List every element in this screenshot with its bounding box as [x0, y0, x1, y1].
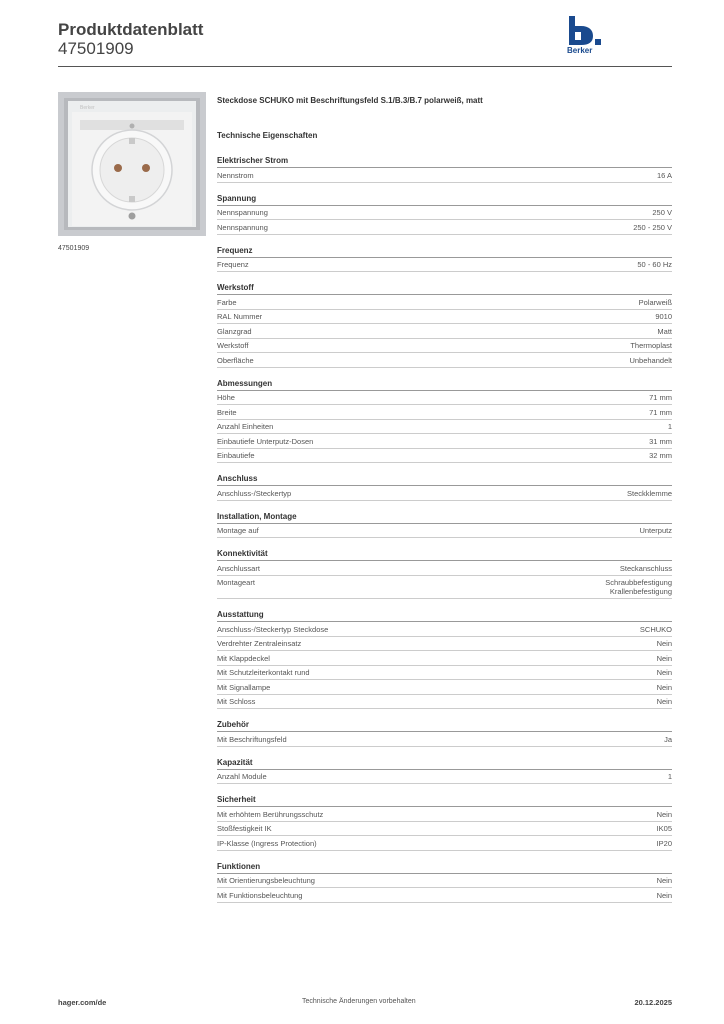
property-value: 9010 — [655, 312, 672, 321]
property-value: Nein — [656, 668, 672, 677]
property-label: Höhe — [217, 393, 235, 402]
group-title: Zubehör — [217, 720, 672, 732]
property-value: 71 mm — [649, 407, 672, 417]
property-row — [217, 449, 672, 464]
footer-disclaimer: Technische Änderungen vorbehalten — [302, 998, 416, 1005]
property-value: Nein — [656, 809, 672, 819]
property-group — [217, 862, 672, 903]
property-value: 16 A — [656, 170, 672, 180]
svg-text:Berker: Berker — [80, 105, 95, 111]
property-label: Werkstoff — [217, 341, 249, 350]
property-group — [217, 379, 672, 464]
property-value: 1 — [667, 772, 672, 781]
property-row — [217, 822, 672, 837]
group-title: Abmessungen — [217, 379, 672, 391]
property-label: Mit Funktionsbeleuchtung — [217, 890, 303, 900]
property-label: IP-Klasse (Ingress Protection) — [217, 838, 317, 848]
image-caption: 47501909 — [58, 245, 90, 252]
property-label: Nennspannung — [217, 222, 268, 232]
property-label: RAL Nummer — [217, 312, 263, 321]
property-label: Anschluss-/Steckertyp Steckdose — [217, 624, 329, 634]
property-group — [217, 720, 672, 747]
property-label: Anzahl Module — [217, 772, 267, 781]
property-row — [217, 524, 672, 539]
property-value: Nein — [656, 697, 672, 706]
property-value: 250 - 250 V — [633, 222, 672, 232]
property-label: Nennspannung — [217, 208, 268, 217]
property-row — [217, 295, 672, 310]
group-title: Installation, Montage — [217, 512, 672, 524]
group-title: Kapazität — [217, 758, 672, 770]
property-row — [217, 206, 672, 221]
property-label: Frequenz — [217, 260, 249, 269]
property-value: Schraubbefestigung Krallenbefestigung — [605, 578, 672, 596]
property-value: 50 - 60 Hz — [637, 260, 672, 269]
property-label: Mit erhöhtem Berührungsschutz — [217, 809, 324, 819]
property-value: Unterputz — [639, 526, 672, 535]
property-group — [217, 194, 672, 235]
product-image — [58, 92, 206, 236]
property-label: Stoßfestigkeit IK — [217, 824, 272, 833]
header-divider — [58, 66, 672, 67]
property-label: Mit Schloss — [217, 697, 256, 706]
property-value: Nein — [656, 639, 672, 648]
property-row — [217, 576, 672, 600]
property-row — [217, 405, 672, 420]
group-title: Anschluss — [217, 474, 672, 486]
page-title: Produktdatenblatt — [58, 20, 204, 39]
group-title: Funktionen — [217, 862, 672, 874]
property-value: Nein — [656, 682, 672, 692]
property-label: Nennstrom — [217, 170, 254, 180]
property-label: Mit Orientierungsbeleuchtung — [217, 876, 315, 885]
property-value: Polarweiß — [638, 297, 672, 307]
property-group — [217, 795, 672, 851]
property-row — [217, 434, 672, 449]
group-title: Spannung — [217, 194, 672, 206]
group-title: Elektrischer Strom — [217, 156, 672, 168]
property-row — [217, 666, 672, 681]
property-label: Verdrehter Zentraleinsatz — [217, 639, 302, 648]
group-title: Frequenz — [217, 246, 672, 258]
property-value: 31 mm — [649, 436, 672, 446]
property-value: Nein — [656, 876, 672, 885]
property-value: Steckanschluss — [619, 563, 672, 573]
property-label: Anschluss-/Steckertyp — [217, 488, 292, 498]
property-row — [217, 353, 672, 368]
property-row — [217, 561, 672, 576]
product-title: Steckdose SCHUKO mit Beschriftungsfeld S.1/B.3/B.7 polarweiß, matt — [217, 96, 483, 105]
property-group — [217, 246, 672, 273]
property-label: Montageart — [217, 578, 255, 587]
property-label: Anschlussart — [217, 563, 260, 573]
properties-table — [217, 156, 672, 914]
logo-text: Berker — [567, 46, 593, 55]
property-value: Ja — [664, 734, 672, 744]
property-row — [217, 220, 672, 235]
property-value: Matt — [657, 326, 672, 336]
group-title: Ausstattung — [217, 610, 672, 622]
article-number: 47501909 — [58, 39, 134, 58]
property-group — [217, 512, 672, 539]
property-group — [217, 758, 672, 785]
property-row — [217, 324, 672, 339]
property-row — [217, 807, 672, 822]
property-row — [217, 486, 672, 501]
property-row — [217, 339, 672, 354]
group-title: Sicherheit — [217, 795, 672, 807]
property-label: Mit Signallampe — [217, 682, 271, 692]
property-row — [217, 874, 672, 889]
property-row — [217, 420, 672, 435]
property-label: Einbautiefe — [217, 451, 255, 460]
property-label: Mit Schutzleiterkontakt rund — [217, 668, 310, 677]
property-value: 32 mm — [649, 451, 672, 460]
property-label: Farbe — [217, 297, 237, 307]
group-title: Konnektivität — [217, 549, 672, 561]
property-label: Glanzgrad — [217, 326, 252, 336]
property-row — [217, 168, 672, 183]
property-row — [217, 651, 672, 666]
property-group — [217, 474, 672, 501]
property-row — [217, 391, 672, 406]
property-row — [217, 637, 672, 652]
property-row — [217, 836, 672, 851]
property-label: Montage auf — [217, 526, 259, 535]
property-value: 1 — [667, 422, 672, 431]
property-value: IP20 — [656, 838, 672, 848]
property-row — [217, 680, 672, 695]
property-row — [217, 888, 672, 903]
group-title: Werkstoff — [217, 283, 672, 295]
property-value: 71 mm — [649, 393, 672, 402]
property-row — [217, 622, 672, 637]
property-value: Nein — [656, 890, 672, 900]
property-label: Mit Beschriftungsfeld — [217, 734, 287, 744]
property-row — [217, 310, 672, 325]
property-row — [217, 732, 672, 747]
property-group — [217, 549, 672, 599]
property-value: SCHUKO — [639, 624, 672, 634]
property-label: Anzahl Einheiten — [217, 422, 274, 431]
property-row — [217, 695, 672, 710]
footer-website-link[interactable]: hager.com/de — [58, 998, 107, 1007]
property-value: Thermoplast — [630, 341, 672, 350]
property-group — [217, 610, 672, 709]
property-value: 250 V — [652, 208, 672, 217]
property-value: Unbehandelt — [629, 355, 672, 365]
footer-date: 20.12.2025 — [634, 998, 672, 1007]
property-label: Einbautiefe Unterputz-Dosen — [217, 436, 314, 446]
property-label: Mit Klappdeckel — [217, 653, 270, 663]
property-value: IK05 — [656, 824, 672, 833]
property-row — [217, 258, 672, 273]
property-group — [217, 156, 672, 183]
property-row — [217, 770, 672, 785]
section-heading: Technische Eigenschaften — [217, 131, 318, 140]
property-label: Oberfläche — [217, 355, 254, 365]
property-label: Breite — [217, 407, 237, 417]
property-group — [217, 283, 672, 368]
property-value: Nein — [656, 653, 672, 663]
property-value: Steckklemme — [626, 488, 672, 498]
